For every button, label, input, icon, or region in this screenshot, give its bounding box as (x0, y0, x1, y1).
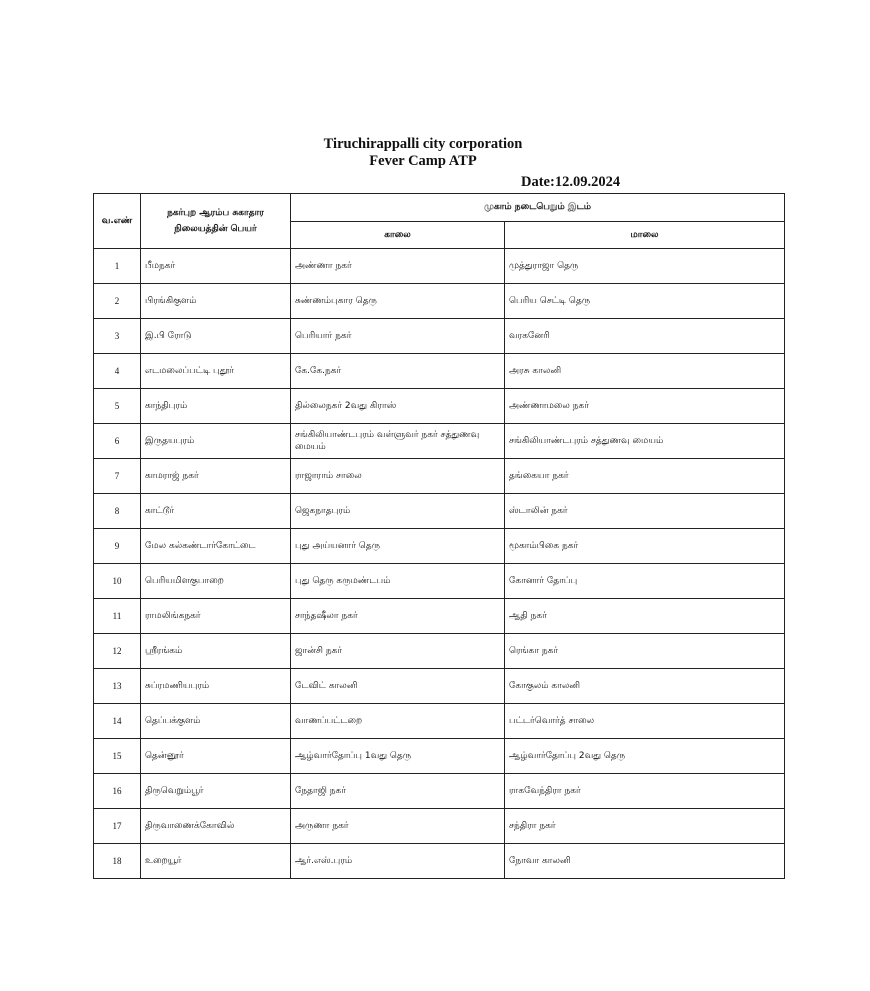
phc-name-cell: சுப்ரமணியபுரம் (141, 669, 291, 704)
table-row (94, 284, 785, 319)
evening-location-cell: தங்கையா நகர் (505, 459, 785, 494)
table-row (94, 494, 785, 529)
serial-number-cell: 5 (94, 389, 141, 424)
header-camp-location: முகாம் நடைபெறும் இடம் (291, 194, 785, 222)
header-morning: காலை (291, 222, 505, 249)
evening-location-cell: அரசு காலனி (505, 354, 785, 389)
morning-location-cell: பெரியார் நகர் (291, 319, 505, 354)
morning-location-cell: ஆழ்வார்தோப்பு 1வது தெரு (291, 739, 505, 774)
table-row (94, 564, 785, 599)
serial-number-cell: 16 (94, 774, 141, 809)
morning-location-cell: ஆர்.எஸ்.புரம் (291, 844, 505, 879)
serial-number-cell: 11 (94, 599, 141, 634)
phc-name-cell: இருதயபுரம் (141, 424, 291, 459)
morning-location-cell: வாணப்பட்டறை (291, 704, 505, 739)
table-row (94, 354, 785, 389)
phc-name-cell: திருவெறும்பூர் (141, 774, 291, 809)
evening-location-cell: மூகாம்பிகை நகர் (505, 529, 785, 564)
morning-location-cell: சுண்ணம்புகார தெரு (291, 284, 505, 319)
evening-location-cell: பட்டர்வொர்த் சாலை (505, 704, 785, 739)
table-row (94, 774, 785, 809)
phc-name-cell: பிரங்கிகுளம் (141, 284, 291, 319)
evening-location-cell: ஸ்டாலின் நகர் (505, 494, 785, 529)
morning-location-cell: அண்ணா நகர் (291, 249, 505, 284)
serial-number-cell: 4 (94, 354, 141, 389)
table-row (94, 529, 785, 564)
table-row (94, 424, 785, 459)
morning-location-cell: அருணா நகர் (291, 809, 505, 844)
serial-number-cell: 13 (94, 669, 141, 704)
serial-number-cell: 12 (94, 634, 141, 669)
serial-number-cell: 10 (94, 564, 141, 599)
header-serial-number: வ.எண் (94, 194, 141, 249)
evening-location-cell: கோகுலம் காலனி (505, 669, 785, 704)
evening-location-cell: ரெங்கா நகர் (505, 634, 785, 669)
morning-location-cell: புது தெரு கருமண்டபம் (291, 564, 505, 599)
table-row (94, 844, 785, 879)
serial-number-cell: 17 (94, 809, 141, 844)
phc-name-cell: ஸ்ரீரங்கம் (141, 634, 291, 669)
phc-name-cell: காட்டூர் (141, 494, 291, 529)
document-date: Date:12.09.2024 (521, 174, 621, 190)
evening-location-cell: பெரிய செட்டி தெரு (505, 284, 785, 319)
table-row (94, 599, 785, 634)
table-row (94, 704, 785, 739)
evening-location-cell: ஆழ்வார்தோப்பு 2வது தெரு (505, 739, 785, 774)
morning-location-cell: புது அய்யனார் தெரு (291, 529, 505, 564)
phc-name-cell: எடமலைப்பட்டி புதூர் (141, 354, 291, 389)
table-body (94, 249, 785, 879)
table-row (94, 459, 785, 494)
serial-number-cell: 8 (94, 494, 141, 529)
header-phc-line-2: நிலையத்தின் பெயர் (174, 224, 257, 234)
serial-number-cell: 6 (94, 424, 141, 459)
morning-location-cell: டேவிட் காலனி (291, 669, 505, 704)
title-line-1: Tiruchirappalli city corporation (323, 136, 523, 152)
header-phc-line-1: நகர்புற ஆரம்ப சுகாதார (167, 208, 264, 218)
serial-number-cell: 9 (94, 529, 141, 564)
phc-name-cell: காமராஜ் நகர் (141, 459, 291, 494)
serial-number-cell: 2 (94, 284, 141, 319)
evening-location-cell: ராகவேந்திரா நகர் (505, 774, 785, 809)
evening-location-cell: சங்கிலியாண்டபுரம் சத்துணவு மையம் (505, 424, 785, 459)
evening-location-cell: நோவா காலனி (505, 844, 785, 879)
table-row (94, 809, 785, 844)
morning-location-cell: சங்கிலியாண்டபுரம் வள்ளுவர் நகர் சத்துணவு மையம் (291, 424, 505, 459)
table-row (94, 739, 785, 774)
serial-number-cell: 15 (94, 739, 141, 774)
serial-number-cell: 14 (94, 704, 141, 739)
phc-name-cell: தென்னூர் (141, 739, 291, 774)
morning-location-cell: சாந்தஷீலா நகர் (291, 599, 505, 634)
table-row (94, 249, 785, 284)
serial-number-cell: 7 (94, 459, 141, 494)
title-line-2: Fever Camp ATP (369, 153, 477, 169)
table-row (94, 319, 785, 354)
morning-location-cell: கே.கே.நகர் (291, 354, 505, 389)
document-title (0, 136, 870, 170)
morning-location-cell: ராஜாராம் சாலை (291, 459, 505, 494)
phc-name-cell: ராமலிங்கநகர் (141, 599, 291, 634)
evening-location-cell: அண்ணாமலை நகர் (505, 389, 785, 424)
header-phc-name (141, 194, 291, 249)
phc-name-cell: உறையூர் (141, 844, 291, 879)
serial-number-cell: 1 (94, 249, 141, 284)
evening-location-cell: வரகனேரி (505, 319, 785, 354)
morning-location-cell: நேதாஜி நகர் (291, 774, 505, 809)
phc-name-cell: திருவாணைக்கோவில் (141, 809, 291, 844)
phc-name-cell: காந்திபுரம் (141, 389, 291, 424)
phc-name-cell: மேல கல்கண்டார்கோட்டை (141, 529, 291, 564)
table-row (94, 669, 785, 704)
phc-name-cell: தெப்பக்குளம் (141, 704, 291, 739)
table-row (94, 389, 785, 424)
morning-location-cell: ஜெகநாதபுரம் (291, 494, 505, 529)
header-evening: மாலை (505, 222, 785, 249)
phc-name-cell: பெரியமிளகுபாறை (141, 564, 291, 599)
phc-name-cell: இ.பி ரோடு (141, 319, 291, 354)
table-row (94, 634, 785, 669)
phc-name-cell: பீமநகர் (141, 249, 291, 284)
serial-number-cell: 3 (94, 319, 141, 354)
evening-location-cell: கோனார் தோப்பு (505, 564, 785, 599)
morning-location-cell: ஜான்சி நகர் (291, 634, 505, 669)
fever-camp-table (93, 193, 785, 879)
evening-location-cell: முத்துராஜா தெரு (505, 249, 785, 284)
evening-location-cell: ஆதி நகர் (505, 599, 785, 634)
morning-location-cell: தில்லைநகர் 2வது கிராஸ் (291, 389, 505, 424)
serial-number-cell: 18 (94, 844, 141, 879)
evening-location-cell: சந்திரா நகர் (505, 809, 785, 844)
